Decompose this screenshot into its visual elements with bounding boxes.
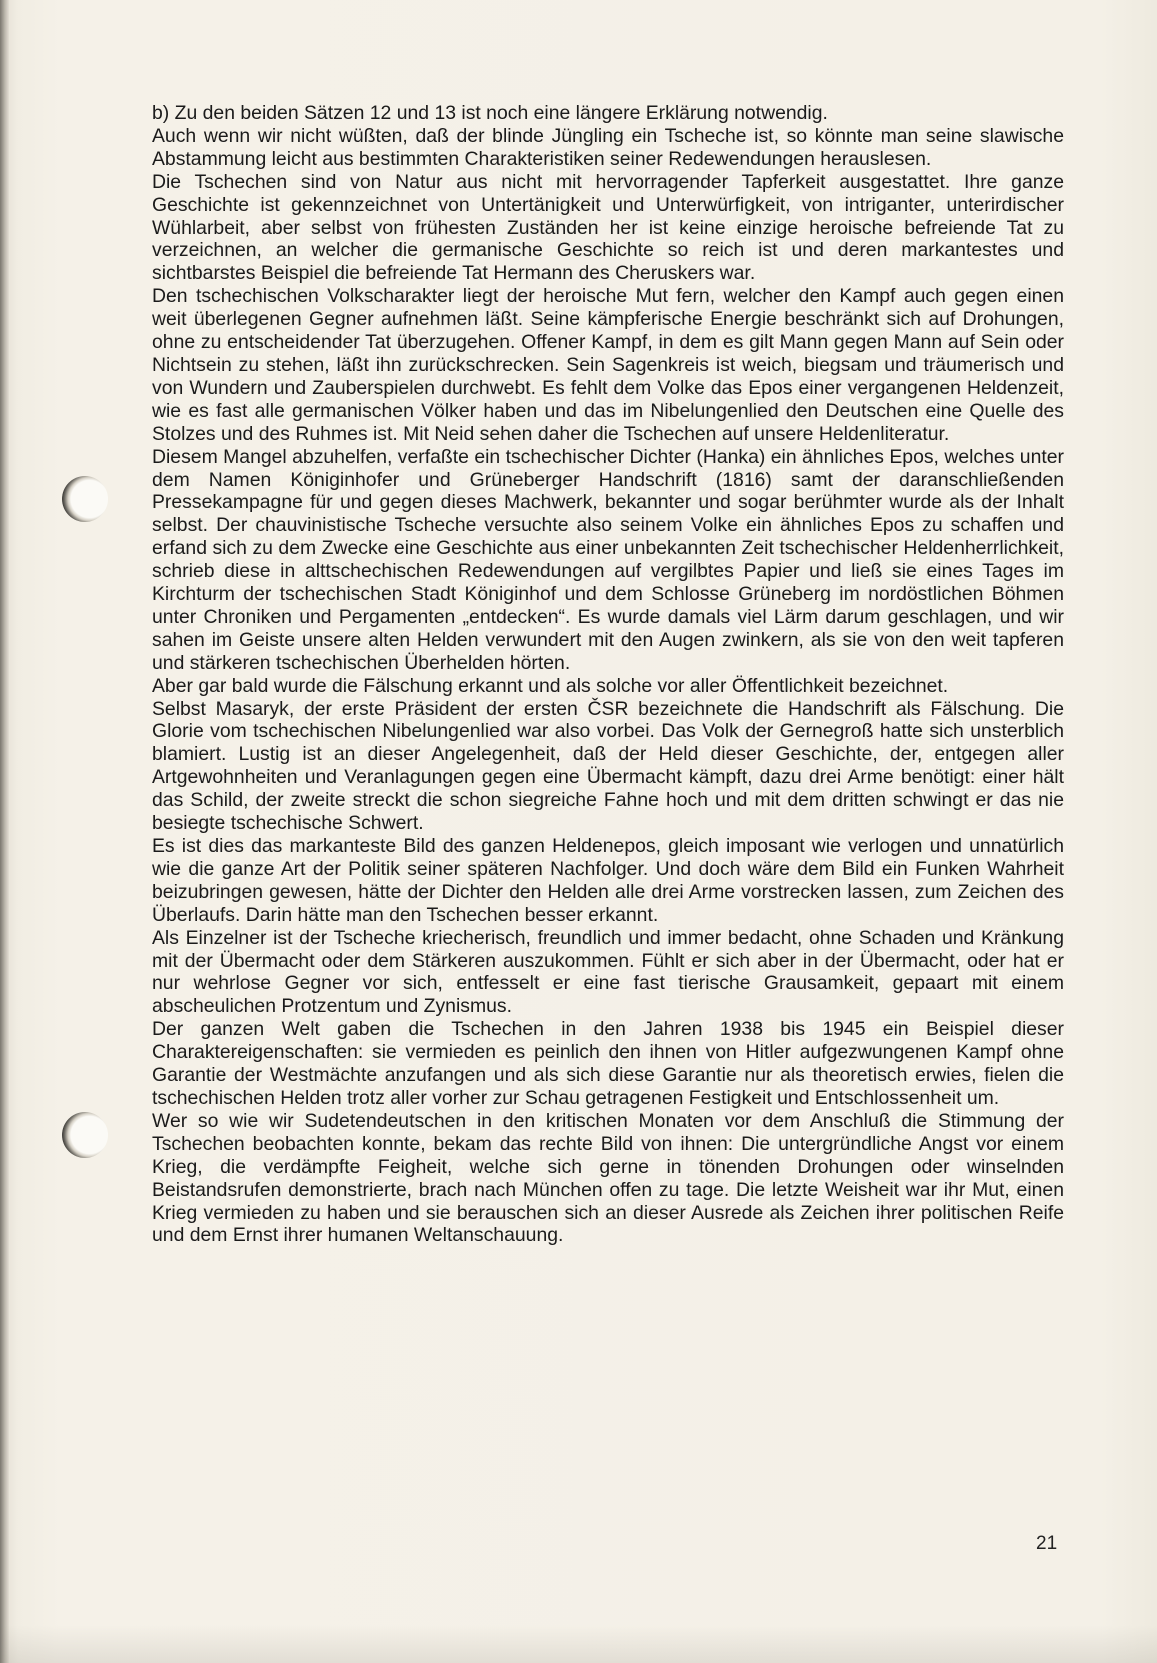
paragraph: Der ganzen Welt gaben die Tschechen in den Jahren 1938 bis 1945 ein Beispiel dieser Charaktereigenschaften: sie vermieden es peinlich den ihnen von Hitler aufgezwungenen Kampf ohne Garantie der Westmächte anzufangen und als sich diese Garantie nur als theoretisch erwies, fielen die tschechischen Helden trotz aller vorher zur Schau getragenen Festigkeit und Entschlossenheit um. bbox=[152, 1018, 1064, 1109]
paragraph: Die Tschechen sind von Natur aus nicht mit hervorragender Tapferkeit ausgestattet. Ihre ganze Geschichte ist gekennzeichnet von Untertänigkeit und Unterwürfigkeit, von intriganter, unterirdischer Wühlarbeit, aber selbst von frühesten Zuständen her ist keine einzige heroische befreiende Tat zu verzeichnen, an welcher die germanische Geschichte so reich ist und deren markantestes und sichtbarstes Beispiel die befreiende Tat Hermann des Cheruskers war. bbox=[152, 170, 1064, 285]
paragraph: Es ist dies das markanteste Bild des ganzen Heldenepos, gleich imposant wie verlogen und unnatürlich wie die ganze Art der Politik seiner späteren Nachfolger. Und doch wäre dem Bild ein Funken Wahrheit beizubringen gewesen, hätte der Dichter den Helden alle drei Arme vorstrecken lassen, zum Zeichen des Überlaufs. Darin hätte man den Tschechen besser erkannt. bbox=[152, 835, 1064, 926]
paragraph: Den tschechischen Volkscharakter liegt der heroische Mut fern, welcher den Kampf auch gegen einen weit überlegenen Gegner aufnehmen läßt. Seine kämpferische Energie beschränkt sich auf Drohungen, ohne zu entscheidender Tat überzugehen. Offener Kampf, in dem es gilt Mann gegen Mann auf Sein oder Nichtsein zu stehen, läßt ihn zurückschrecken. Sein Sagenkreis ist weich, biegsam und träumerisch und von Wundern und Zauberspielen durchwebt. Es fehlt dem Volke das Epos einer vergangenen Heldenzeit, wie es fast alle germanischen Völker haben und das im Nibelungenlied den Deutschen eine Quelle des Stolzes und des Ruhmes ist. Mit Neid sehen daher die Tschechen auf unsere Heldenliteratur. bbox=[152, 285, 1064, 445]
body-text bbox=[152, 102, 1064, 1247]
paragraph: Aber gar bald wurde die Fälschung erkannt und als solche vor aller Öffentlichkeit bezeichnet. bbox=[152, 674, 949, 697]
punch-hole-top bbox=[62, 476, 108, 522]
page-number: 21 bbox=[1036, 1533, 1058, 1554]
page-binding-edge bbox=[0, 0, 9, 1663]
paragraph: Wer so wie wir Sudetendeutschen in den kritischen Monaten vor dem Anschluß die Stimmung der Tschechen beobachten konnte, bekam das rechte Bild von ihnen: Die untergründliche Angst vor einem Krieg, die verdämpfte Feigheit, welche sich gerne in tönenden Drohungen oder winselnden Beistandsrufen demonstrierte, brach nach München offen zu tage. Die letzte Weisheit war ihr Mut, einen Krieg vermieden zu haben und sie berauschen sich an dieser Ausrede als Zeichen ihrer politischen Reife und dem Ernst ihrer humanen Weltanschauung. bbox=[152, 1109, 1064, 1247]
paragraph: Selbst Masaryk, der erste Präsident der ersten ČSR bezeichnete die Handschrift als Fälschung. Die Glorie vom tschechischen Nibelungenlied war also vorbei. Das Volk der Gernegroß hatte sich unsterblich blamiert. Lustig ist an dieser Angelegenheit, daß der Held dieser Geschichte, der, entgegen aller Artgewohnheiten und Veranlagungen gegen eine Übermacht kämpft, dazu drei Arme benötigt: einer hält das Schild, der zweite streckt die schon siegreiche Fahne hoch und mit dem dritten schwingt er das nie besiegte tschechische Schwert. bbox=[152, 697, 1064, 835]
punch-hole-bottom bbox=[62, 1112, 108, 1158]
paragraph: Diesem Mangel abzuhelfen, verfaßte ein tschechischer Dichter (Hanka) ein ähnliches Epos, welches unter dem Namen Königinhofer und Grüneberger Handschrift (1816) samt der daranschließenden Pressekampagne für und gegen dieses Machwerk, bekannter und sogar berühmter wurde als der Inhalt selbst. Der chauvinistische Tscheche versuchte also seinem Volke ein ähnliches Epos zu schaffen und erfand sich zu dem Zwecke eine Geschichte aus einer unbekannten Zeit tschechischer Heldenherrlichkeit, schrieb diese in alttschechischen Redewendungen auf vergilbtes Papier und ließ sie eines Tages im Kirchturm der tschechischen Stadt Königinhof und dem Schlosse Grüneberg im nordöstlichen Böhmen unter Chroniken und Pergamenten „entdecken“. Es wurde damals viel Lärm darum geschlagen, und wir sahen im Geiste unsere alten Helden verwundert mit den Augen zwinkern, als sie von den weit tapferen und stärkeren tschechischen Überhelden hörten. bbox=[152, 445, 1064, 674]
paragraph: Auch wenn wir nicht wüßten, daß der blinde Jüngling ein Tscheche ist, so könnte man seine slawische Abstammung leicht aus bestimmten Charakteristiken seiner Redewendungen herauslesen. bbox=[152, 124, 1064, 170]
paragraph: Als Einzelner ist der Tscheche kriecherisch, freundlich und immer bedacht, ohne Schaden und Kränkung mit der Übermacht oder dem Stärkeren auszukommen. Fühlt er sich aber in der Übermacht, oder hat er nur wehrlose Gegner vor sich, entfesselt er eine fast tierische Grausamkeit, gepaart mit einem abscheulichen Protzentum und Zynismus. bbox=[152, 926, 1064, 1018]
paragraph: b) Zu den beiden Sätzen 12 und 13 ist noch eine längere Erklärung notwendig. bbox=[152, 102, 828, 124]
page-bottom-shadow bbox=[0, 1625, 1157, 1663]
